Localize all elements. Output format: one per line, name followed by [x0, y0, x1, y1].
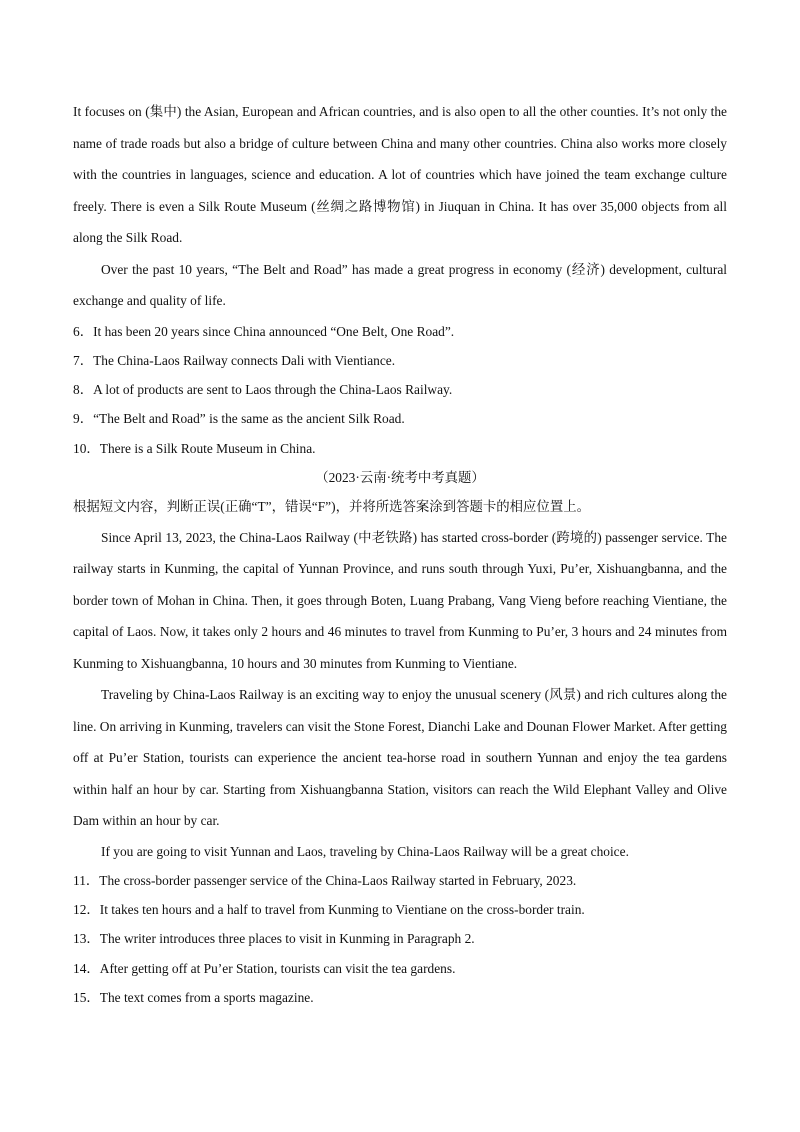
source-label: （2023·云南·统考中考真题）: [315, 469, 485, 485]
question-item: 14．After getting off at Pu’er Station, tourists can visit the tea gardens.: [73, 960, 456, 976]
page-content: [73, 96, 727, 1012]
instruction-text: 根据短文内容，判断正误(正确“T”，错误“F”)，并将所选答案涂到答题卡的相应位置上。: [73, 499, 590, 515]
question-item: 9．“The Belt and Road” is the same as the ancient Silk Road.: [73, 411, 405, 427]
passage-paragraph: If you are going to visit Yunnan and Laos, traveling by China-Laos Railway will be a great choice.: [101, 843, 629, 859]
passage-paragraph: Since April 13, 2023, the China-Laos Railway (中老铁路) has started cross-border (跨境的) passenger service. The railway starts in Kunming, the capital of Yunnan Province, and runs south through Yuxi, Pu’er, Xishuangbanna, and the border town of Mohan in China. Then, it goes through Boten, Luang Prabang, Vang Vieng before reaching Vientiane, the capital of Laos. Now, it takes only 2 hours and 46 minutes to travel from Kunming to Pu’er, 3 hours and 24 minutes from Kunming to Xishuangbanna, 10 hours and 30 minutes from Kunming to Vientiane.: [73, 529, 727, 671]
question-item: 8．A lot of products are sent to Laos through the China-Laos Railway.: [73, 382, 453, 398]
question-list: [73, 317, 727, 463]
question-item: 12．It takes ten hours and a half to travel from Kunming to Vientiane on the cross-border train.: [73, 902, 585, 918]
question-list: [73, 866, 727, 1012]
question-item: 13．The writer introduces three places to visit in Kunming in Paragraph 2.: [73, 931, 475, 947]
question-item: 15．The text comes from a sports magazine.: [73, 990, 314, 1006]
question-item: 10．There is a Silk Route Museum in China.: [73, 440, 316, 456]
passage-paragraph: Over the past 10 years, “The Belt and Road” has made a great progress in economy (经济) development, cultural exchange and quality of life.: [73, 261, 727, 308]
passage-paragraph: Traveling by China-Laos Railway is an exciting way to enjoy the unusual scenery (风景) and rich cultures along the line. On arriving in Kunming, travelers can visit the Stone Forest, Dianchi Lake and Dounan Flower Market. After getting off at Pu’er Station, tourists can experience the ancient tea-horse road in southern Yunnan and enjoy the tea gardens within half an hour by car. Starting from Xishuangbanna Station, visitors can reach the Wild Elephant Valley and Olive Dam within an hour by car.: [73, 687, 727, 829]
question-item: 6．It has been 20 years since China announced “One Belt, One Road”.: [73, 323, 455, 339]
question-item: 7．The China-Laos Railway connects Dali with Vientiance.: [73, 352, 396, 368]
passage-paragraph: It focuses on (集中) the Asian, European and African countries, and is also open to all the other counties. It’s not only the name of trade roads but also a bridge of culture between China and many other countries. China also works more closely with the countries in languages, science and education. A lot of countries which have joined the team exchange culture freely. There is even a Silk Route Museum (丝绸之路博物馆) in Jiuquan in China. It has over 35,000 objects from all along the Silk Road.: [73, 104, 727, 245]
question-item: 11．The cross-border passenger service of the China-Laos Railway started in February, 2023.: [73, 872, 577, 888]
